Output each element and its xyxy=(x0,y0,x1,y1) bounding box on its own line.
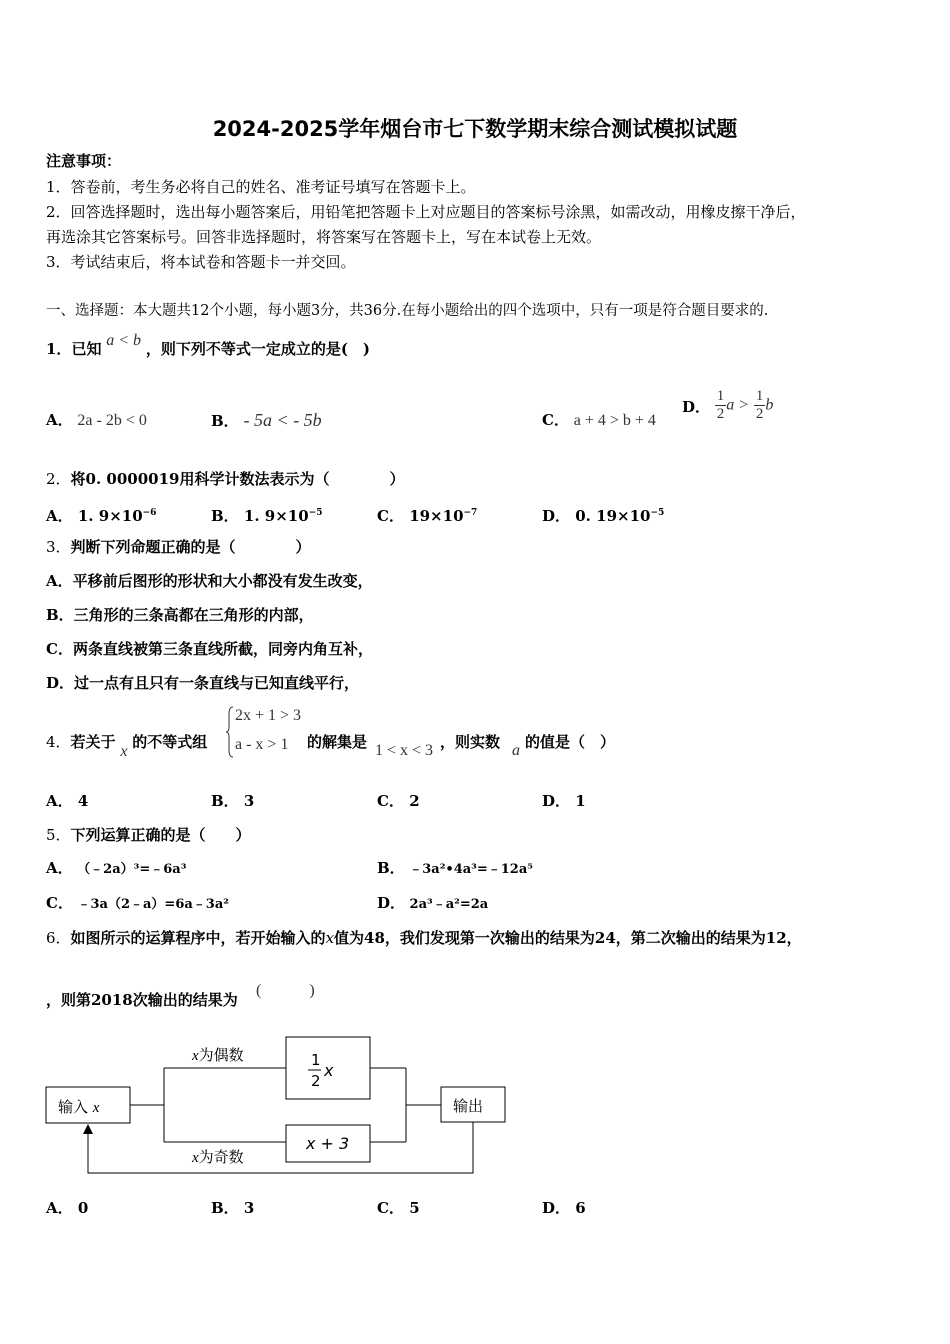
question-1-option-a[interactable]: A． 2a - 2b < 0 xyxy=(46,411,147,429)
question-4-mid3: ，则实数 xyxy=(440,733,501,751)
question-3-stem: 3．判断下列命题正确的是（ ） xyxy=(46,538,311,556)
half-denominator: 2 xyxy=(311,1072,321,1090)
question-6-option-d[interactable]: D． 6 xyxy=(542,1199,586,1217)
system-line-1: 2x + 1 > 3 xyxy=(235,707,302,724)
question-4-option-d[interactable]: D． 1 xyxy=(542,792,586,810)
question-4-var-a: a xyxy=(512,742,520,759)
notice-item-2b: 再选涂其它答案标号。回答非选择题时，将答案写在答题卡上，写在本试卷上无效。 xyxy=(46,228,602,246)
feedback-loop xyxy=(88,1122,473,1173)
question-3-option-c[interactable]: C．两条直线被第三条直线所截，同旁内角互补， xyxy=(46,640,373,658)
plus3-label: x + 3 xyxy=(306,1134,350,1153)
question-1-option-d[interactable]: D． $\frac{1}{2}$ a > $\frac{1}{2}$ b xyxy=(682,388,774,422)
question-5-option-d[interactable]: D． 2a³﹣a²=2a xyxy=(377,894,489,912)
question-6-option-c[interactable]: C． 5 xyxy=(377,1199,420,1217)
question-4-solution: 1 < x < 3 xyxy=(375,742,434,759)
section-heading: 一、选择题：本大题共12个小题，每小题3分，共36分.在每小题给出的四个选项中，只有一项是符合题目要求的. xyxy=(46,303,769,319)
question-2-stem: 2．将0. 0000019用科学计数法表示为（ ） xyxy=(46,470,405,488)
question-5-option-b[interactable]: B． ﹣3a²•4a³=﹣12a⁵ xyxy=(377,859,533,877)
question-3-option-b[interactable]: B．三角形的三条高都在三角形的内部， xyxy=(46,606,314,624)
question-4-mid: 的解集是 xyxy=(307,733,368,751)
notice-item-2a: 2．回答选择题时，选出每小题答案后，用铅笔把答题卡上对应题目的答案标号涂黑，如需改动，用橡皮擦干净后， xyxy=(46,203,806,221)
question-2-option-a[interactable]: A． 1. $9\times 10^{-6}$ xyxy=(46,507,157,525)
question-6-stem: 6．如图所示的运算程序中，若开始输入的x值为48，我们发现第一次输出的结果为24，第二次输出的结果为12， xyxy=(46,929,802,947)
question-2-option-c[interactable]: C． $19\times 10^{-7}$ xyxy=(377,507,478,525)
output-label: 输出 xyxy=(453,1097,484,1115)
question-4-stem: 4．若关于 x 的不等式组 xyxy=(46,733,208,760)
question-1-stem: 1．已知 a < b ，则下列不等式一定成立的是( ) xyxy=(46,332,371,358)
question-3-option-a[interactable]: A．平移前后图形的形状和大小都没有发生改变， xyxy=(46,572,373,590)
half-numerator: 1 xyxy=(311,1051,321,1069)
even-label: x为偶数 xyxy=(192,1046,244,1064)
question-4-post: 的值是（ ） xyxy=(525,733,616,751)
question-6-option-b[interactable]: B． 3 xyxy=(211,1199,255,1217)
question-6-stem-2: ，则第2018次输出的结果为 xyxy=(46,991,238,1009)
flow-diagram xyxy=(40,1030,520,1180)
question-3-option-d[interactable]: D．过一点有且只有一条直线与已知直线平行， xyxy=(46,674,360,692)
question-2-option-d[interactable]: D． 0. $19\times 10^{-5}$ xyxy=(542,507,665,525)
system-brace xyxy=(226,706,234,758)
half-var: x xyxy=(324,1061,334,1080)
input-label: 输入 x xyxy=(58,1098,100,1116)
question-5-option-c[interactable]: C． ﹣3a（2﹣a）=6a﹣3a² xyxy=(46,894,229,912)
odd-label: x为奇数 xyxy=(192,1148,244,1166)
notice-item-1: 1．答卷前，考生务必将自己的姓名、准考证号填写在答题卡上。 xyxy=(46,178,476,196)
feedback-arrowhead xyxy=(83,1124,93,1134)
question-1-option-b[interactable]: B． - 5a < - 5b xyxy=(211,410,322,430)
notice-item-3: 3．考试结束后，将本试卷和答题卡一并交回。 xyxy=(46,253,356,271)
page-title: 2024-2025学年烟台市七下数学期末综合测试模拟试题 xyxy=(212,117,738,141)
question-1-option-c[interactable]: C． a + 4 > b + 4 xyxy=(542,411,656,429)
system-line-2: a - x > 1 xyxy=(235,736,289,753)
notice-heading: 注意事项： xyxy=(46,152,122,170)
question-4-option-b[interactable]: B． 3 xyxy=(211,792,255,810)
question-6-option-a[interactable]: A． 0 xyxy=(46,1199,89,1217)
question-4-option-c[interactable]: C． 2 xyxy=(377,792,420,810)
question-2-option-b[interactable]: B． 1. $9\times 10^{-5}$ xyxy=(211,507,323,525)
question-5-option-a[interactable]: A． （﹣2a）³=﹣6a³ xyxy=(46,859,187,877)
question-6-paren: ( ) xyxy=(256,982,315,999)
question-5-stem: 5．下列运算正确的是（ ） xyxy=(46,826,251,844)
question-4-option-a[interactable]: A． 4 xyxy=(46,792,89,810)
